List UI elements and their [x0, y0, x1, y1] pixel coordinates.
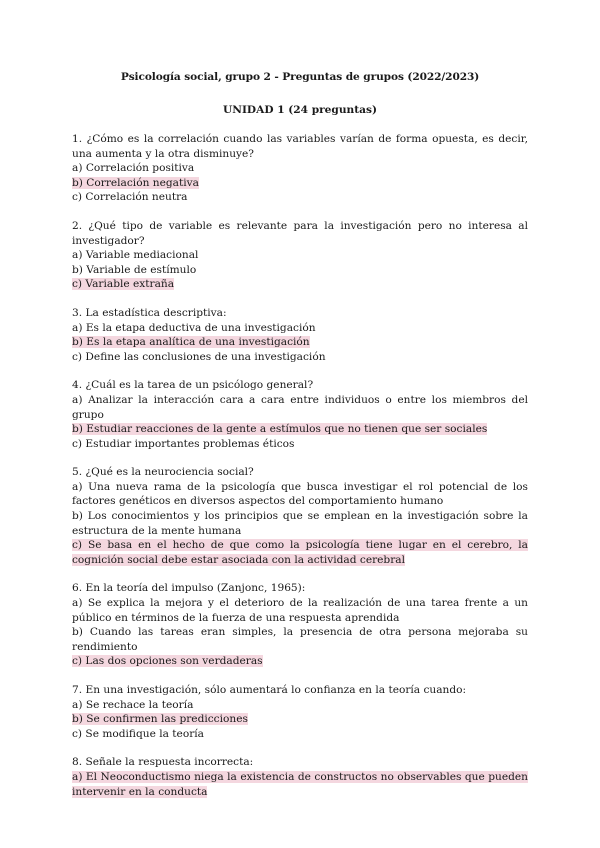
option-c-highlighted: c) Se basa en el hecho de que como la psicología tiene lugar en el cerebro, la cognición social debe estar asociada con la actividad cerebral	[72, 539, 528, 566]
unit-title: UNIDAD 1 (24 preguntas)	[223, 104, 377, 116]
option-b: b) Los conocimientos y los principios que se emplean en la investigación sobre la estructura de la mente humana	[72, 510, 528, 537]
option-c-highlighted: c) Variable extraña	[72, 278, 175, 291]
option-c: c) Estudiar importantes problemas éticos	[72, 437, 295, 450]
question-5	[72, 465, 528, 567]
option-c: c) Se modifique la teoría	[72, 727, 204, 740]
option-a-highlighted: a) El Neoconductismo niega la existencia de constructos no observables que pueden intervenir en la conducta	[72, 770, 528, 798]
question-4	[72, 378, 528, 451]
question-3	[72, 306, 528, 364]
question-text: 1. ¿Cómo es la correlación cuando las variables varían de forma opuesta, es decir, una aumenta y la otra disminuye?	[72, 133, 528, 160]
option-a: a) Correlación positiva	[72, 162, 195, 175]
option-a: a) Variable mediacional	[72, 249, 199, 262]
option-b: b) Cuando las tareas eran simples, la presencia de otra persona mejoraba su rendimiento	[72, 626, 528, 653]
option-b: b) Variable de estímulo	[72, 263, 197, 276]
question-8	[72, 755, 528, 799]
option-a: a) Una nueva rama de la psicología que busca investigar el rol potencial de los factores genéticos en diversos aspectos del comportamiento humano	[72, 480, 528, 508]
option-c: c) Define las conclusiones de una investigación	[72, 350, 326, 363]
question-text: 6. En la teoría del impulso (Zanjonc, 1965):	[72, 582, 306, 595]
question-text: 5. ¿Qué es la neurociencia social?	[72, 466, 254, 479]
option-b-highlighted: b) Correlación negativa	[72, 176, 199, 189]
option-c: c) Correlación neutra	[72, 191, 188, 204]
question-text: 8. Señale la respuesta incorrecta:	[72, 756, 254, 769]
question-text: 2. ¿Qué tipo de variable es relevante para la investigación pero no interesa al investigador?	[72, 219, 528, 247]
option-a: a) Analizar la interacción cara a cara entre individuos o entre los miembros del grupo	[72, 393, 528, 421]
option-c-highlighted: c) Las dos opciones son verdaderas	[72, 655, 263, 668]
question-text: 4. ¿Cuál es la tarea de un psicólogo general?	[72, 379, 314, 392]
option-a: a) Es la etapa deductiva de una investigación	[72, 321, 316, 334]
question-1	[72, 132, 528, 205]
question-text: 7. En una investigación, sólo aumentará lo confianza en la teoría cuando:	[72, 684, 467, 696]
question-6	[72, 581, 528, 669]
document-title: Psicología social, grupo 2 - Preguntas de grupos (2022/2023)	[120, 71, 480, 83]
option-b-highlighted: b) Es la etapa analítica de una investigación	[72, 336, 310, 349]
question-7	[72, 683, 528, 741]
question-2	[72, 219, 528, 292]
option-b-highlighted: b) Estudiar reacciones de la gente a estímulos que no tienen que ser sociales	[72, 423, 488, 436]
option-b-highlighted: b) Se confirmen las predicciones	[72, 713, 248, 726]
question-text: 3. La estadística descriptiva:	[72, 306, 227, 319]
option-a: a) Se explica la mejora y el deterioro de la realización de una tarea frente a un público en términos de la fuerza de una respuesta aprendida	[72, 597, 528, 624]
option-a: a) Se rechace la teoría	[72, 698, 194, 711]
